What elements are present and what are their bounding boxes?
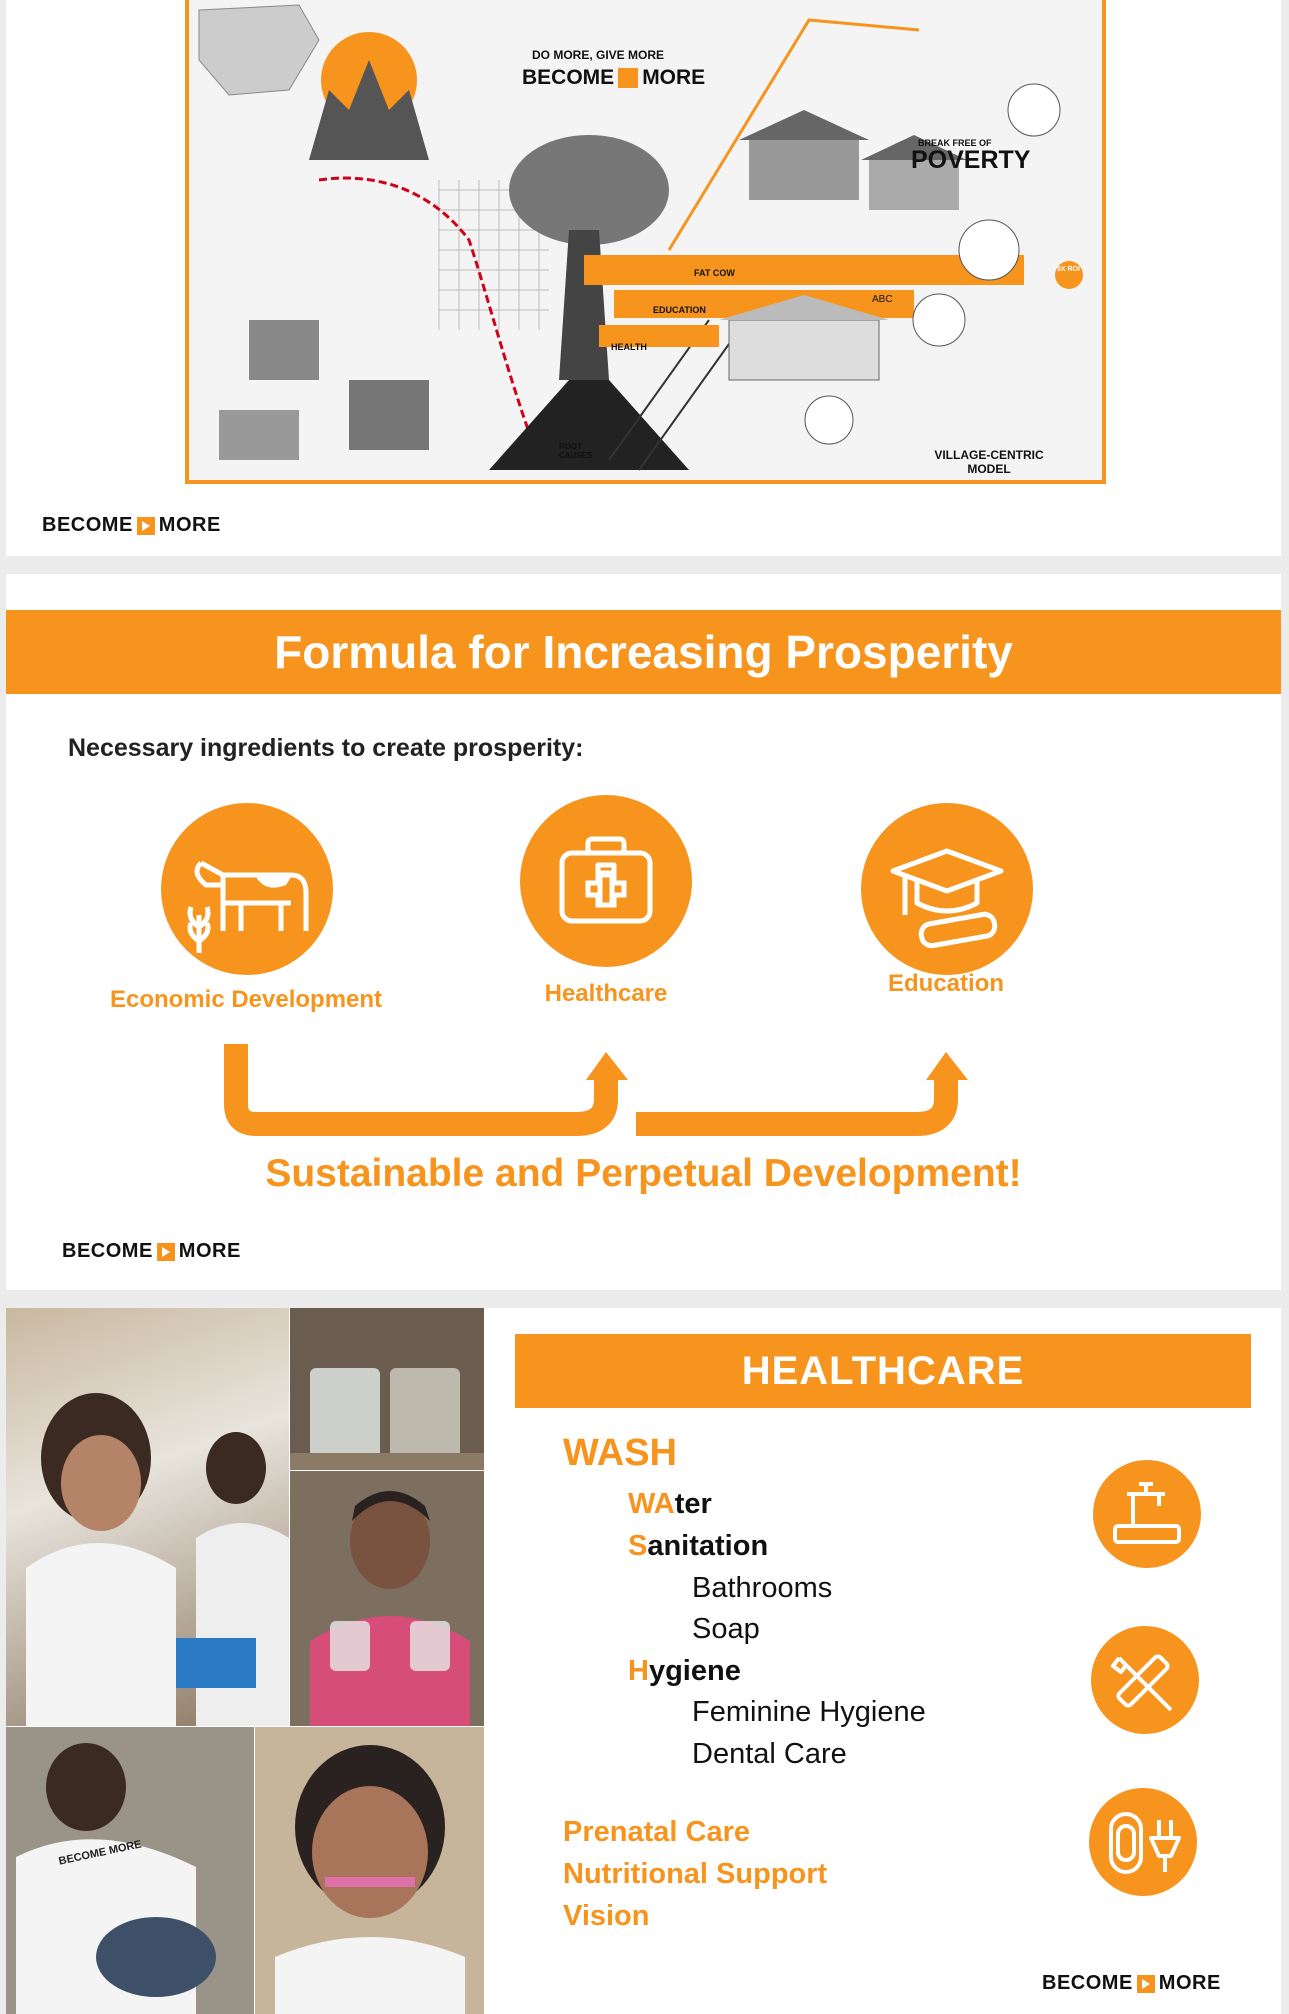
logo-become: BECOME xyxy=(522,66,615,89)
illustration-logo xyxy=(522,66,705,90)
abc-sign: ABC xyxy=(872,294,893,305)
photo-girl-brushing-teeth xyxy=(255,1727,484,2014)
education-circle xyxy=(861,803,1033,975)
footer-logo-become: BECOME xyxy=(62,1240,153,1262)
slide-healthcare xyxy=(6,1308,1281,2014)
graduation-cap-icon xyxy=(861,803,1033,975)
village-model-illustration xyxy=(185,0,1106,484)
healthcare-circle xyxy=(520,795,692,967)
prenatal-care-item: Prenatal Care xyxy=(563,1816,750,1848)
footer-logo-arrow-icon xyxy=(1137,1975,1155,1993)
cycle-arrow xyxy=(206,1044,1006,1154)
sanitation-rest: anitation xyxy=(647,1530,769,1562)
hygiene-rest: ygiene xyxy=(648,1655,741,1687)
toothbrush-toothpaste-icon xyxy=(1091,1626,1199,1734)
shirt-logo: BECOME MORE xyxy=(57,1838,143,1868)
wash-heading: WASH xyxy=(563,1432,677,1474)
healthcare-label: Healthcare xyxy=(544,980,668,1007)
water-tap-icon xyxy=(1093,1460,1201,1568)
education-label: Education xyxy=(887,970,1004,997)
root-causes-label: ROOT CAUSES xyxy=(559,442,593,460)
logo-arrow-icon xyxy=(618,68,638,88)
bathrooms-item: Bathrooms xyxy=(692,1572,833,1604)
footer-logo-more: MORE xyxy=(178,1240,241,1262)
soap-item: Soap xyxy=(692,1613,760,1645)
photo-girls-washing-hands xyxy=(6,1308,289,1726)
education-label: EDUCATION xyxy=(653,305,706,315)
nutritional-support-item: Nutritional Support xyxy=(563,1858,828,1890)
formula-subtitle: Necessary ingredients to create prosperity: xyxy=(68,734,584,762)
footer-logo xyxy=(42,514,221,537)
fat-cow-label: FAT COW xyxy=(694,268,735,278)
formula-title: Formula for Increasing Prosperity xyxy=(6,610,1281,694)
photo-water-glasses xyxy=(290,1308,484,1470)
water-highlight: WA xyxy=(628,1488,675,1520)
sanitation-highlight: S xyxy=(628,1530,648,1562)
footer-logo-arrow-icon xyxy=(157,1243,175,1261)
tagline: DO MORE, GIVE MORE xyxy=(532,48,665,62)
poverty-label: POVERTY xyxy=(911,146,1031,174)
footer-logo xyxy=(1042,1972,1221,1995)
footer-logo-become: BECOME xyxy=(42,514,133,536)
slide-formula xyxy=(6,574,1281,1290)
footer-logo-more: MORE xyxy=(158,514,221,536)
water-tap-circle xyxy=(1093,1460,1201,1568)
feminine-hygiene-circle xyxy=(1089,1788,1197,1896)
feminine-hygiene-icon xyxy=(1089,1788,1197,1896)
footer-logo-arrow-icon xyxy=(137,517,155,535)
roi-label: 5X ROI xyxy=(1057,266,1080,273)
health-label: HEALTH xyxy=(611,342,647,352)
break-free-label: BREAK FREE OF xyxy=(918,138,992,148)
first-aid-kit-icon xyxy=(520,795,692,967)
cow-plant-icon xyxy=(161,803,333,975)
dental-care-item: Dental Care xyxy=(692,1738,847,1770)
footer-logo-more: MORE xyxy=(1158,1972,1221,1994)
footer-logo-become: BECOME xyxy=(1042,1972,1133,1994)
economic-development-circle xyxy=(161,803,333,975)
water-item xyxy=(628,1488,712,1521)
hygiene-item xyxy=(628,1655,741,1688)
village-model-label: VILLAGE-CENTRIC MODEL xyxy=(934,448,1044,476)
economic-development-label: Economic Development xyxy=(109,986,383,1013)
footer-logo xyxy=(62,1240,241,1263)
development-tagline: Sustainable and Perpetual Development! xyxy=(265,1152,1022,1195)
logo-more: MORE xyxy=(642,66,706,89)
sanitation-item xyxy=(628,1530,768,1563)
healthcare-title: HEALTHCARE xyxy=(515,1334,1251,1408)
photo-woman-with-glasses xyxy=(290,1471,484,1726)
slide-village-model xyxy=(6,0,1281,556)
vision-item: Vision xyxy=(563,1900,650,1932)
water-rest: ter xyxy=(674,1488,712,1520)
toothbrush-toothpaste-circle xyxy=(1091,1626,1199,1734)
hygiene-highlight: H xyxy=(628,1655,649,1687)
photo-dentist xyxy=(6,1727,254,2014)
feminine-hygiene-item: Feminine Hygiene xyxy=(692,1696,926,1728)
